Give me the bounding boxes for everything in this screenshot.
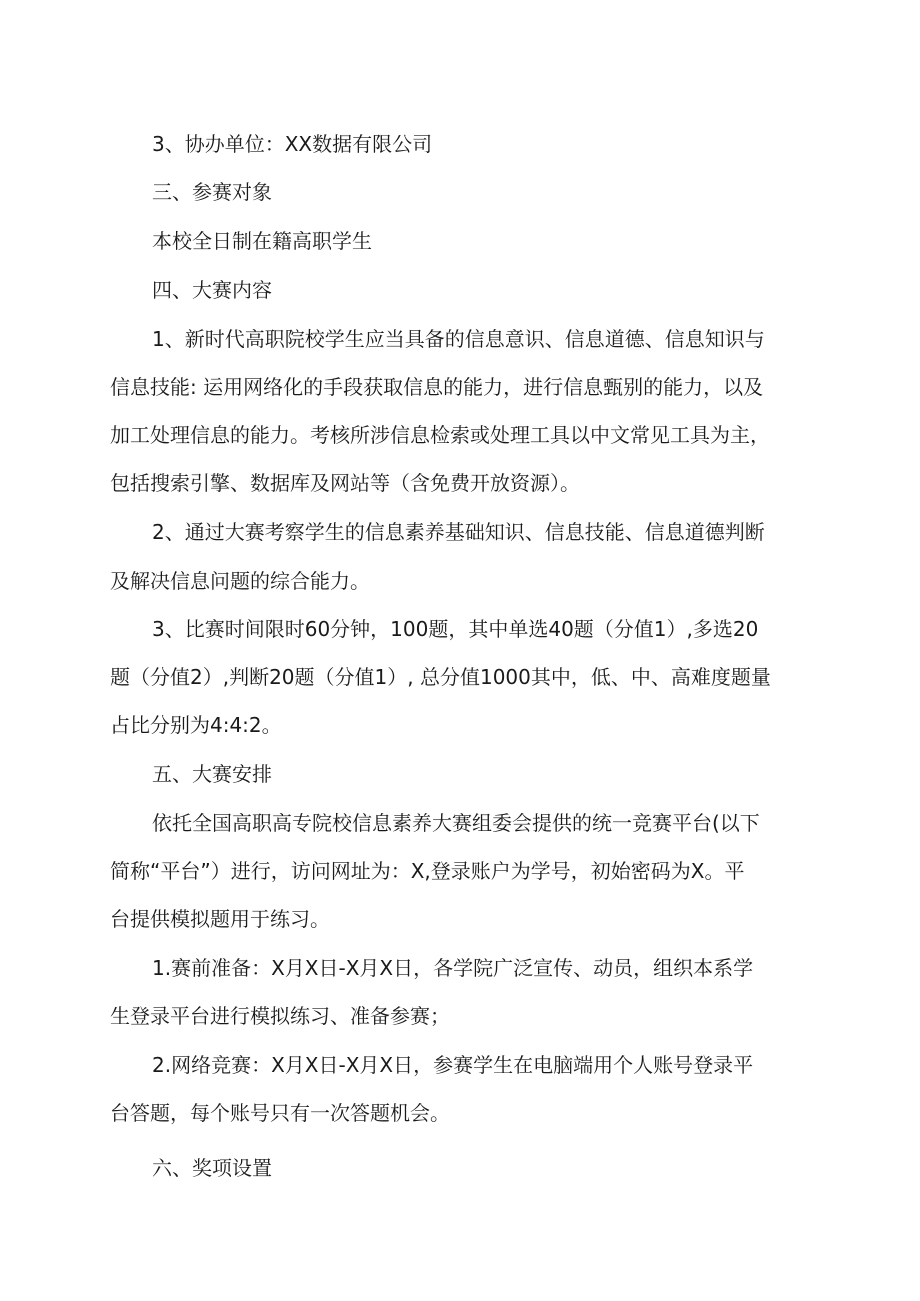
arrangement-step-1-line-1: 1.赛前准备：X月X日-X月X日，各学院广泛宣传、动员，组织本系学 (152, 956, 754, 980)
section-heading-content: 四、大赛内容 (152, 278, 272, 302)
content-item-3-line-2: 题（分值2）,判断20题（分值1）, 总分值1000其中，低、中、高难度题量 (110, 665, 771, 689)
arrangement-step-1-line-2: 生登录平台进行模拟练习、准备参赛； (110, 1004, 450, 1028)
arrangement-step-2-line-2: 台答题，每个账号只有一次答题机会。 (110, 1101, 450, 1125)
arrangement-para-line-1: 依托全国高职高专院校信息素养大赛组委会提供的统一竞赛平台(以下 (152, 811, 760, 835)
arrangement-para-line-2: 简称“平台”）进行，访问网址为：X,登录账户为学号，初始密码为X。平 (110, 859, 745, 883)
content-item-1-line-1: 1、新时代高职院校学生应当具备的信息意识、信息道德、信息知识与 (152, 327, 765, 351)
content-item-3-line-3: 占比分别为4:4:2。 (110, 713, 282, 737)
content-item-1-line-2: 信息技能: 运用网络化的手段获取信息的能力，进行信息甄别的能力，以及 (110, 375, 764, 399)
content-item-1-line-4: 包括搜索引擎、数据库及网站等（含免费开放资源）。 (110, 471, 580, 495)
section-heading-awards: 六、奖项设置 (152, 1156, 272, 1180)
arrangement-para-line-3: 台提供模拟题用于练习。 (110, 907, 330, 931)
content-item-2-line-2: 及解决信息问题的综合能力。 (110, 569, 370, 593)
arrangement-step-2-line-1: 2.网络竞赛：X月X日-X月X日，参赛学生在电脑端用个人账号登录平 (152, 1053, 754, 1077)
content-item-2-line-1: 2、通过大赛考察学生的信息素养基础知识、信息技能、信息道德判断 (152, 520, 765, 544)
co-organizer-line: 3、协办单位：XX数据有限公司 (152, 132, 433, 156)
content-item-3-line-1: 3、比赛时间限时60分钟，100题，其中单选40题（分值1）,多选20 (152, 617, 759, 641)
participants-text: 本校全日制在籍高职学生 (152, 229, 372, 253)
section-heading-participants: 三、参赛对象 (152, 180, 272, 204)
content-item-1-line-3: 加工处理信息的能力。考核所涉信息检索或处理工具以中文常见工具为主， (110, 423, 770, 447)
section-heading-arrangement: 五、大赛安排 (152, 762, 272, 786)
